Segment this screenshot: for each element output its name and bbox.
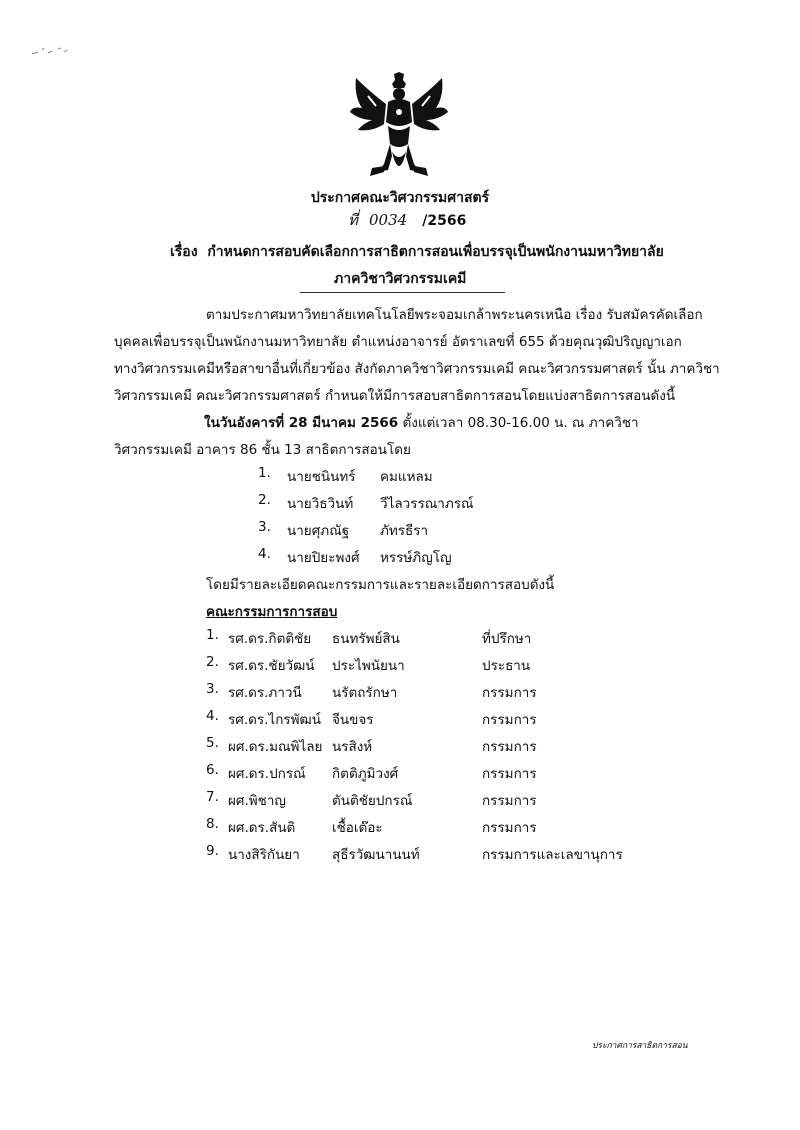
- candidate-first: นายปิยะพงศ์: [287, 550, 360, 566]
- number-handwritten: 0034: [368, 211, 408, 229]
- committee-name: ผศ.ดร.สันติ: [228, 820, 296, 836]
- committee-role: ประธาน: [482, 658, 531, 674]
- exam-date: ในวันอังคารที่ 28 มีนาคม 2566: [204, 415, 399, 431]
- candidate-first: นายชนินทร์: [287, 469, 356, 485]
- committee-role: ที่ปรึกษา: [482, 631, 532, 647]
- committee-name: รศ.ดร.กิตติชัย: [228, 631, 312, 647]
- committee-name: ผศ.พิชาญ: [228, 793, 286, 809]
- committee-no: 5.: [206, 735, 219, 751]
- committee-no: 6.: [206, 762, 219, 778]
- committee-name: รศ.ดร.ชัยวัฒน์: [228, 658, 315, 674]
- subject-line-2: ภาควิชาวิศวกรรมเคมี: [334, 271, 467, 287]
- subject-text: กำหนดการสอบคัดเลือกการสาธิตการสอนเพื่อบรรจุเป็นพนักงานมหาวิทยาลัย: [207, 244, 664, 260]
- subject-label: เรื่อง: [170, 244, 198, 260]
- committee-surname: ประไพนัยนา: [332, 658, 405, 674]
- subject-line-1: [170, 241, 664, 263]
- committee-role: กรรมการ: [482, 766, 537, 782]
- committee-surname: นรัตถรักษา: [332, 685, 398, 701]
- committee-heading: คณะกรรมการการสอบ: [206, 604, 338, 620]
- committee-name: รศ.ดร.ไกรพัฒน์: [228, 712, 321, 728]
- para-line-3: ทางวิศวกรรมเคมีหรือสาขาอื่นที่เกี่ยวข้อง สังกัดภาควิชาวิศวกรรมเคมี คณะวิศวกรรมศาสตร์ นั้น ภาควิชา: [114, 361, 720, 377]
- committee-name: นางสิริกันยา: [228, 847, 300, 863]
- candidate-last: คมแหลม: [380, 469, 433, 485]
- exam-location: วิศวกรรมเคมี อาคาร 86 ชั้น 13 สาธิตการสอนโดย: [114, 442, 411, 458]
- committee-surname: ตันติชัยปกรณ์: [332, 793, 413, 809]
- committee-no: 4.: [206, 708, 219, 724]
- candidate-no: 4.: [258, 546, 271, 562]
- candidate-first: นายวิธวินท์: [287, 496, 354, 512]
- candidate-no: 3.: [258, 519, 271, 535]
- number-year: /2566: [422, 213, 467, 229]
- committee-surname: นรสิงห์: [332, 739, 373, 755]
- header-divider: [300, 292, 505, 293]
- committee-surname: กิตติภูมิวงศ์: [332, 766, 399, 782]
- committee-surname: สุธีรวัฒนานนท์: [332, 847, 420, 863]
- committee-no: 1.: [206, 627, 219, 643]
- candidate-last: หรรษ์ภิญโญ: [380, 550, 452, 566]
- candidate-last: วีไลวรรณาภรณ์: [380, 496, 474, 512]
- committee-surname: จีนขจร: [332, 712, 374, 728]
- candidate-no: 2.: [258, 492, 271, 508]
- committee-no: 8.: [206, 816, 219, 832]
- committee-no: 9.: [206, 843, 219, 859]
- committee-role: กรรมการ: [482, 685, 537, 701]
- committee-role: กรรมการ: [482, 739, 537, 755]
- committee-surname: เชื้อเต๊อะ: [332, 820, 383, 836]
- para-line-4: วิศวกรรมเคมี คณะวิศวกรรมศาสตร์ กำหนดให้มีการสอบสาธิตการสอนโดยแบ่งสาธิตการสอนดังนี้: [114, 388, 676, 404]
- committee-surname: ธนทรัพย์สิน: [332, 631, 400, 647]
- committee-name: ผศ.ดร.มณพิไลย: [228, 739, 323, 755]
- document-number: [348, 208, 466, 232]
- number-prefix: ที่: [348, 211, 358, 229]
- footer-note: ประกาศการสาธิตการสอน: [592, 1041, 688, 1051]
- committee-name: ผศ.ดร.ปกรณ์: [228, 766, 306, 782]
- candidate-no: 1.: [258, 465, 271, 481]
- committee-role: กรรมการและเลขานุการ: [482, 847, 623, 863]
- candidate-first: นายศุภณัฐ: [287, 523, 350, 539]
- committee-no: 3.: [206, 681, 219, 697]
- para-line-2: บุคคลเพื่อบรรจุเป็นพนักงานมหาวิทยาลัย ตำแหน่งอาจารย์ อัตราเลขที่ 655 ด้วยคุณวุฒิปริญญาเอก: [114, 334, 682, 350]
- committee-name: รศ.ดร.ภาวนี: [228, 685, 302, 701]
- committee-role: กรรมการ: [482, 712, 537, 728]
- scan-mark: [30, 44, 70, 58]
- garuda-emblem-icon: [348, 72, 450, 182]
- committee-no: 2.: [206, 654, 219, 670]
- committee-no: 7.: [206, 789, 219, 805]
- issuer-title: ประกาศคณะวิศวกรรมศาสตร์: [310, 190, 490, 206]
- committee-role: กรรมการ: [482, 793, 537, 809]
- exam-date-line: [204, 411, 639, 433]
- candidate-last: ภัทรธีรา: [380, 523, 429, 539]
- exam-time: ตั้งแต่เวลา 08.30-16.00 น. ณ ภาควิชา: [398, 415, 639, 431]
- details-line: โดยมีรายละเอียดคณะกรรมการและรายละเอียดการสอบดังนี้: [206, 577, 555, 593]
- para-line-1: ตามประกาศมหาวิทยาลัยเทคโนโลยีพระจอมเกล้าพระนครเหนือ เรื่อง รับสมัครคัดเลือก: [206, 307, 703, 323]
- committee-role: กรรมการ: [482, 820, 537, 836]
